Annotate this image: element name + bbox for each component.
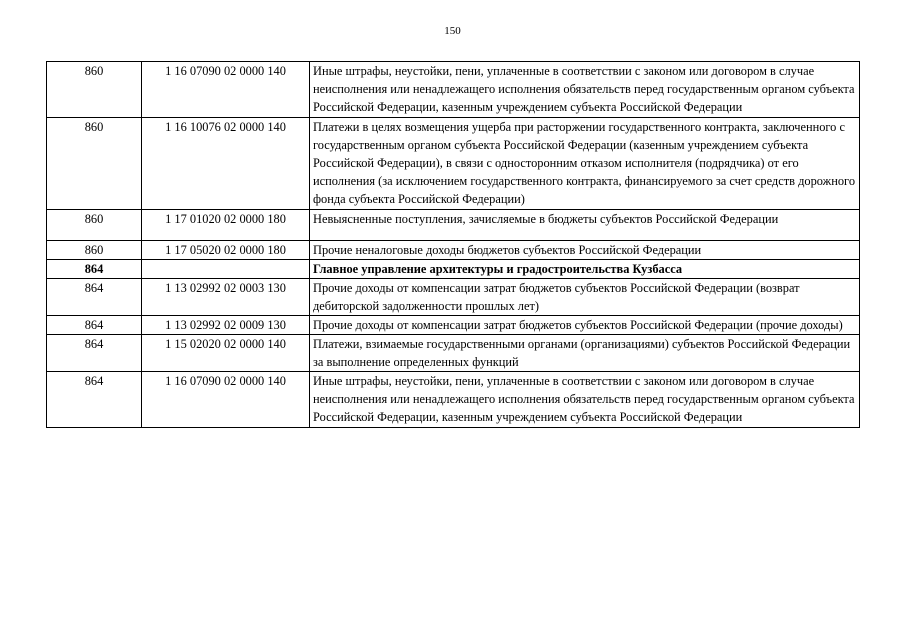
table-row xyxy=(47,241,860,260)
table-row xyxy=(47,210,860,241)
admin-code-cell: 864 xyxy=(47,372,142,428)
page-number: 150 xyxy=(444,25,461,37)
administrator-name-cell: Главное управление архитектуры и градостроительства Кузбасса xyxy=(310,260,860,279)
table-body xyxy=(47,62,860,428)
table-row xyxy=(47,335,860,372)
revenue-code-cell: 1 13 02992 02 0009 130 xyxy=(142,316,310,335)
revenue-name-cell: Прочие доходы от компенсации затрат бюджетов субъектов Российской Федерации (возврат дебиторской задолженности прошлых лет) xyxy=(310,279,860,316)
revenue-name-cell: Прочие доходы от компенсации затрат бюджетов субъектов Российской Федерации (прочие доходы) xyxy=(310,316,860,335)
revenue-codes-table xyxy=(46,61,860,428)
revenue-code-cell: 1 13 02992 02 0003 130 xyxy=(142,279,310,316)
revenue-code-cell: 1 17 05020 02 0000 180 xyxy=(142,241,310,260)
admin-code-cell: 864 xyxy=(47,279,142,316)
revenue-code-cell xyxy=(142,260,310,279)
table-row xyxy=(47,372,860,428)
revenue-name-cell: Платежи в целях возмещения ущерба при расторжении государственного контракта, заключенного с государственным органом субъекта Российской Федерации (казенным учреждением субъекта Российской Федерации), в связи с односторонним отказом исполнителя (подрядчика) от его исполнения (за исключением государственного контракта, финансируемого за счет средств дорожного фонда субъекта Российской Федерации) xyxy=(310,118,860,210)
revenue-code-cell: 1 16 07090 02 0000 140 xyxy=(142,372,310,428)
revenue-name-cell: Невыясненные поступления, зачисляемые в бюджеты субъектов Российской Федерации xyxy=(310,210,860,241)
revenue-name-cell: Иные штрафы, неустойки, пени, уплаченные в соответствии с законом или договором в случае неисполнения или ненадлежащего исполнения обязательств перед государственным органом субъекта Российской Федерации, казенным учреждением субъекта Российской Федерации xyxy=(310,62,860,118)
revenue-code-cell: 1 17 01020 02 0000 180 xyxy=(142,210,310,241)
admin-code-cell: 864 xyxy=(47,335,142,372)
admin-code-cell: 860 xyxy=(47,118,142,210)
revenue-code-cell: 1 16 10076 02 0000 140 xyxy=(142,118,310,210)
table-row xyxy=(47,316,860,335)
revenue-name-cell: Иные штрафы, неустойки, пени, уплаченные в соответствии с законом или договором в случае неисполнения или ненадлежащего исполнения обязательств перед государственным органом субъекта Российской Федерации, казенным учреждением субъекта Российской Федерации xyxy=(310,372,860,428)
admin-code-cell: 860 xyxy=(47,62,142,118)
revenue-name-cell: Платежи, взимаемые государственными органами (организациями) субъектов Российской Федерации за выполнение определенных функций xyxy=(310,335,860,372)
admin-code-cell: 864 xyxy=(47,316,142,335)
table-row xyxy=(47,118,860,210)
revenue-code-cell: 1 15 02020 02 0000 140 xyxy=(142,335,310,372)
admin-code-cell: 860 xyxy=(47,241,142,260)
admin-code-cell: 864 xyxy=(47,260,142,279)
table-row xyxy=(47,62,860,118)
administrator-heading-row xyxy=(47,260,860,279)
admin-code-cell: 860 xyxy=(47,210,142,241)
revenue-code-cell: 1 16 07090 02 0000 140 xyxy=(142,62,310,118)
revenue-name-cell: Прочие неналоговые доходы бюджетов субъектов Российской Федерации xyxy=(310,241,860,260)
table-row xyxy=(47,279,860,316)
